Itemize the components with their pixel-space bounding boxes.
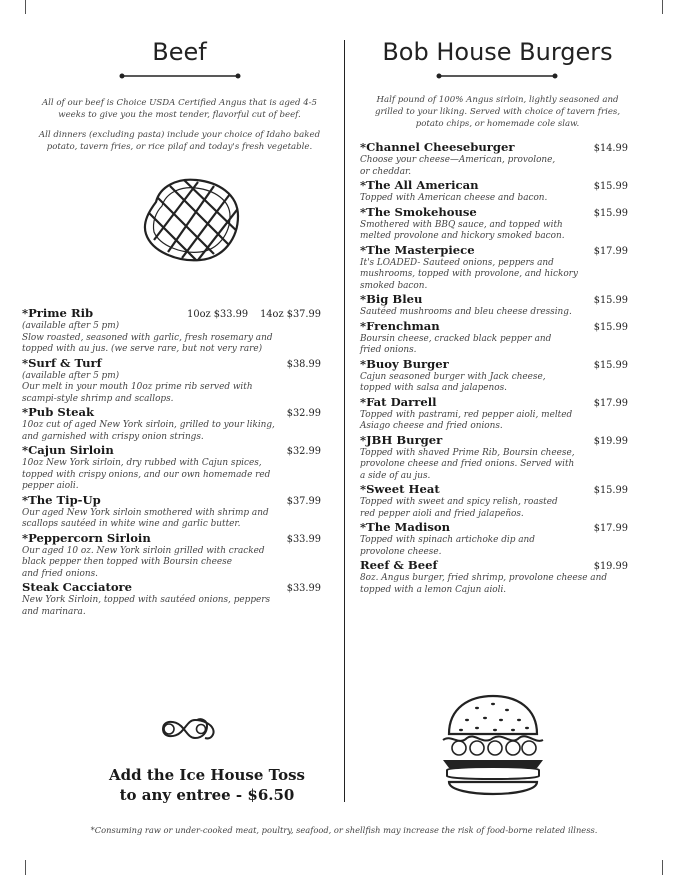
menu-item: [22, 531, 321, 581]
item-description: Topped with pastrami, red pepper aioli, melted Asiago cheese and fried onions.: [360, 409, 573, 431]
crop-mark: [662, 860, 663, 875]
item-price: $32.99: [286, 446, 321, 457]
item-description: Choose your cheese—American, provolone, or cheddar.: [360, 155, 556, 177]
item-name: *Channel Cheeseburger: [360, 140, 515, 154]
item-description: Topped with shaved Prime Rib, Boursin cheese, provolone cheese and fried onions. Served with a side of au jus.: [360, 447, 575, 481]
item-description: 10oz cut of aged New York sirloin, grilled to your liking, and garnished with crispy onion strings.: [22, 420, 275, 442]
flourish-divider-icon: [118, 71, 242, 81]
item-description: 10oz New York sirloin, dry rubbed with Cajun spices, topped with crispy onions, and our own homemade red pepper aioli.: [22, 458, 271, 491]
item-name: *Prime Rib: [22, 306, 94, 320]
item-name: *The Smokehouse: [360, 204, 477, 219]
item-price: $38.99: [286, 358, 321, 370]
item-price: 14oz $37.99: [260, 309, 321, 320]
item-description: Topped with American cheese and bacon.: [360, 193, 548, 203]
menu-item: [22, 493, 321, 531]
menu-item: [22, 306, 321, 356]
item-description: Our aged 10 oz. New York sirloin grilled with cracked black pepper then topped with Boursin cheese and fried onions.: [22, 545, 265, 579]
item-price: $33.99: [286, 533, 321, 545]
item-price: $14.99: [593, 143, 628, 154]
item-name: *JBH Burger: [360, 432, 443, 447]
item-price: $15.99: [593, 181, 628, 192]
item-description: Boursin cheese, cracked black pepper and fried onions.: [360, 333, 552, 355]
item-price: $33.99: [286, 583, 321, 594]
beef-intro: All of our beef is Choice USDA Certified Angus that is aged 4-5 weeks to give you the most tender, flavorful cut of beef. All dinners (excluding pasta) include your choice of Idaho baked potato, tavern fries, or rice pilaf and today's fresh vegetable.: [38, 98, 321, 152]
item-description: (available after 5 pm) Our melt in your mouth 10oz prime rib served with scampi-style shrimp and scallops.: [22, 370, 253, 404]
item-name: Steak Cacciatore: [22, 580, 133, 594]
item-name: *Buoy Burger: [360, 356, 449, 371]
menu-item: [22, 580, 321, 618]
menu-item: [22, 356, 321, 406]
steak-icon: [138, 172, 248, 267]
item-description: Cajun seasoned burger with Jack cheese, topped with salsa and jalapenos.: [360, 371, 546, 393]
menu-item: [360, 433, 628, 483]
item-description: Smothered with BBQ sauce, and topped with melted provolone and hickory smoked bacon.: [360, 219, 565, 241]
item-price: $15.99: [593, 295, 628, 306]
health-disclaimer: *Consuming raw or under-cooked meat, poultry, seafood, or shellfish may increase the risk of food-borne related illness.: [90, 825, 598, 835]
item-price: $15.99: [593, 207, 628, 219]
menu-item: [360, 520, 628, 558]
item-price: $37.99: [286, 495, 321, 507]
item-description: 8oz. Angus burger, fried shrimp, provolone cheese and topped with a lemon Cajun aioli.: [360, 573, 607, 595]
menu-item: [360, 395, 628, 433]
menu-item: [360, 319, 628, 357]
item-description: (available after 5 pm) Slow roasted, seasoned with garlic, fresh rosemary and topped with au jus. (we serve rare, but not very rare): [22, 321, 273, 354]
item-name: *The Masterpiece: [360, 242, 475, 257]
item-description: Sautéed mushrooms and bleu cheese dressing.: [360, 307, 572, 317]
column-divider: [344, 40, 345, 802]
item-name: Reef & Beef: [360, 558, 438, 572]
beef-title: Beef: [152, 38, 207, 66]
menu-item: [360, 482, 628, 520]
item-price: $17.99: [593, 245, 628, 257]
item-description: It's LOADED- Sauteed onions, peppers and mushrooms, topped with provolone, and hickory smoked bacon.: [360, 257, 578, 291]
item-description: New York Sirloin, topped with sautéed onions, peppers and marinara.: [22, 595, 271, 617]
item-description: Topped with spinach artichoke dip and provolone cheese.: [360, 535, 535, 557]
item-prices: [187, 309, 321, 320]
item-name: *Peppercorn Sirloin: [22, 530, 151, 545]
burgers-menu-list: [360, 140, 628, 596]
menu-item: [360, 243, 628, 293]
celtic-knot-icon: [155, 714, 221, 744]
menu-item: [360, 357, 628, 395]
item-price: $17.99: [593, 523, 628, 534]
item-name: *The Tip-Up: [22, 492, 101, 507]
item-price: $19.99: [593, 561, 628, 572]
menu-item: [360, 178, 628, 205]
item-description: Our aged New York sirloin smothered with shrimp and scallops sautéed in white wine and garlic butter.: [22, 507, 269, 529]
burgers-intro: Half pound of 100% Angus sirloin, lightly seasoned and grilled to your liking. Served with choice of tavern fries, potato chips, or homemade cole slaw.: [374, 95, 621, 129]
ice-house-toss-offer: Add the Ice House Toss to any entree - $6.50: [109, 766, 305, 804]
item-name: *The Madison: [360, 520, 451, 534]
item-name: *The All American: [360, 178, 479, 192]
item-name: *Pub Steak: [22, 405, 95, 419]
item-price: $15.99: [593, 321, 628, 333]
crop-mark: [25, 0, 26, 14]
item-name: *Sweet Heat: [360, 482, 440, 496]
beef-menu-list: [22, 306, 321, 618]
menu-item: [360, 205, 628, 243]
item-price: $32.99: [286, 408, 321, 419]
flourish-divider-icon: [435, 71, 559, 81]
menu-item: [22, 443, 321, 493]
crop-mark: [25, 860, 26, 875]
item-name: *Surf & Turf: [22, 355, 102, 370]
item-name: *Cajun Sirloin: [22, 443, 114, 457]
item-price: $17.99: [593, 397, 628, 409]
item-description: Topped with sweet and spicy relish, roasted red pepper aioli and fried jalapeños.: [360, 497, 558, 519]
item-price: $15.99: [593, 485, 628, 496]
menu-item: [360, 292, 628, 319]
item-price: $15.99: [593, 359, 628, 371]
item-name: *Big Bleu: [360, 292, 423, 306]
menu-item: [22, 405, 321, 443]
item-name: *Frenchman: [360, 318, 440, 333]
item-name: *Fat Darrell: [360, 394, 437, 409]
burgers-title: Bob House Burgers: [382, 38, 613, 66]
item-price: $19.99: [593, 435, 628, 447]
menu-item: [360, 558, 628, 596]
burger-icon: [437, 690, 549, 806]
item-price: 10oz $33.99: [187, 309, 249, 320]
crop-mark: [662, 0, 663, 14]
menu-item: [360, 140, 628, 178]
